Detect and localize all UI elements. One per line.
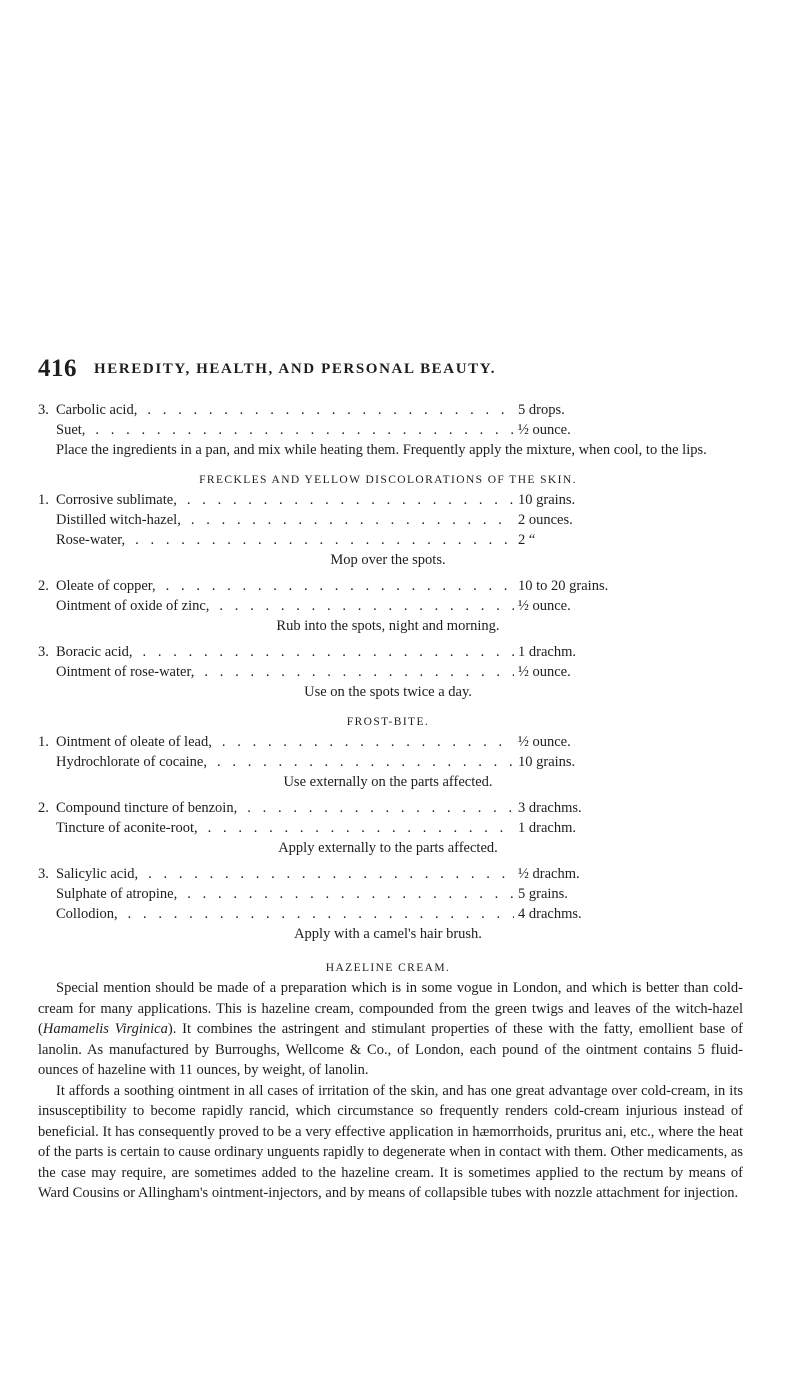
amount: ½ ounce. bbox=[518, 664, 571, 680]
recipe-directions: Place the ingredients in a pan, and mix while heating them. Frequently apply the mixture, when cool, to the lips. bbox=[56, 442, 707, 458]
section-title-hazeline: HAZELINE CREAM. bbox=[325, 962, 451, 974]
recipe-line bbox=[38, 420, 668, 440]
recipe-note: Rub into the spots, night and morning. bbox=[276, 618, 500, 634]
amount: 3 drachms. bbox=[518, 800, 582, 816]
botanical-name: Hamamelis Virginica bbox=[42, 1021, 168, 1037]
leader-dots bbox=[177, 884, 514, 904]
leader-dots bbox=[207, 752, 514, 772]
amount: 5 drops. bbox=[518, 402, 565, 418]
amount: ½ ounce. bbox=[518, 734, 571, 750]
ingredient: Suet, bbox=[56, 422, 86, 438]
ingredient: Salicylic acid, bbox=[56, 866, 139, 882]
ingredient: Ointment of oleate of lead, bbox=[56, 734, 212, 750]
amount: 1 drachm. bbox=[518, 644, 576, 660]
amount: 10 grains. bbox=[518, 754, 576, 770]
amount: 10 to 20 grains. bbox=[518, 578, 609, 594]
recipe-note: Apply externally to the parts affected. bbox=[278, 840, 498, 856]
leader-dots bbox=[85, 420, 514, 440]
page-header bbox=[38, 355, 768, 387]
ingredient: Carbolic acid, bbox=[56, 402, 138, 418]
recipe-line bbox=[38, 596, 668, 616]
recipe-freckles-1 bbox=[38, 490, 768, 570]
ingredient: Ointment of rose-water, bbox=[56, 664, 195, 680]
recipe-frostbite-2 bbox=[38, 798, 768, 858]
recipe-line bbox=[38, 530, 668, 550]
recipe-number: 2. bbox=[38, 800, 49, 816]
ingredient: Rose-water, bbox=[56, 532, 126, 548]
ingredient: Corrosive sublimate, bbox=[56, 492, 177, 508]
recipe-number: 2. bbox=[38, 578, 49, 594]
leader-dots bbox=[138, 864, 514, 884]
amount: 2 ounces. bbox=[518, 512, 573, 528]
section-title-frost-bite: FROST-BITE. bbox=[346, 716, 430, 728]
ingredient: Ointment of oxide of zinc, bbox=[56, 598, 210, 614]
leader-dots bbox=[125, 530, 514, 550]
ingredient: Hydrochlorate of cocaine, bbox=[56, 754, 207, 770]
paragraph-text: ). It combines the astringent and stimulant properties of these with the fatty, emollient base of lanolin. As manufactured by Burroughs, Wellcome & Co., of London, each pound of the ointment contains 5 fluid-ounces of hazeline with 11 ounces, by weight, of lanolin. bbox=[38, 1021, 743, 1078]
recipe-line bbox=[38, 818, 668, 838]
amount: ½ ounce. bbox=[518, 598, 571, 614]
recipe-line bbox=[38, 400, 668, 420]
ingredient: Tincture of aconite-root, bbox=[56, 820, 198, 836]
recipe-frostbite-1 bbox=[38, 732, 768, 792]
recipe-freckles-3 bbox=[38, 642, 768, 702]
recipe-line bbox=[38, 576, 668, 596]
ingredient: Distilled witch-hazel, bbox=[56, 512, 181, 528]
spacer bbox=[38, 460, 768, 466]
section-title-freckles: FRECKLES AND YELLOW DISCOLORATIONS OF THE SKIN. bbox=[199, 474, 577, 486]
ingredient: Boracic acid, bbox=[56, 644, 133, 660]
recipe-number: 1. bbox=[38, 734, 49, 750]
recipe-frostbite-3 bbox=[38, 864, 768, 944]
paragraph-text: Special mention should be made of a preparation which is in some vogue in London, and which is better than cold-cream for many applications. This is hazeline cream, compounded from the green twigs and leaves of the witch-hazel ( bbox=[38, 980, 743, 1037]
ingredient: Compound tincture of benzoin, bbox=[56, 800, 238, 816]
running-head: HEREDITY, HEALTH, AND PERSONAL BEAUTY. bbox=[94, 361, 497, 377]
recipe-note: Use on the spots twice a day. bbox=[304, 684, 472, 700]
amount: 2 “ bbox=[518, 532, 536, 548]
recipe-number: 3. bbox=[38, 866, 49, 882]
ingredient: Collodion, bbox=[56, 906, 118, 922]
recipe-line bbox=[38, 642, 668, 662]
recipe-freckles-2 bbox=[38, 576, 768, 636]
recipe-number: 1. bbox=[38, 492, 49, 508]
page-content bbox=[38, 400, 768, 1204]
page-number: 416 bbox=[38, 355, 77, 382]
recipe-number: 3. bbox=[38, 402, 49, 418]
amount: 1 drachm. bbox=[518, 820, 576, 836]
ingredient: Oleate of copper, bbox=[56, 578, 156, 594]
paragraph: It affords a soothing ointment in all cases of irritation of the skin, and has one great advantage over cold-cream, in its insusceptibility to become rapidly rancid, which circumstance so frequently renders cold-cream injurious instead of beneficial. It has consequently proved to be a very effective application in hæmorrhoids, pruritus ani, etc., where the heat of the parts is certain to cause ordinary unguents rapidly to degenerate when in contact with them. Other medicaments, as the case may require, are sometimes added to the hazeline cream. It is sometimes applied to the rectum by means of Ward Cousins or Allingham's ointment-injectors, and by means of collapsible tubes with nozzle attachment for injection. bbox=[38, 1082, 743, 1201]
spacer bbox=[38, 702, 768, 708]
amount: 5 grains. bbox=[518, 886, 568, 902]
recipe-line bbox=[38, 490, 668, 510]
leader-dots bbox=[118, 904, 514, 924]
amount: ½ drachm. bbox=[518, 866, 580, 882]
leader-dots bbox=[181, 510, 514, 530]
spacer bbox=[38, 944, 768, 954]
amount: 10 grains. bbox=[518, 492, 576, 508]
paragraph bbox=[38, 978, 743, 1081]
leader-dots bbox=[237, 798, 514, 818]
recipe-note: Apply with a camel's hair brush. bbox=[294, 926, 482, 942]
leader-dots bbox=[194, 662, 514, 682]
recipe-line bbox=[38, 752, 668, 772]
recipe-line bbox=[38, 510, 668, 530]
leader-dots bbox=[198, 818, 514, 838]
recipe-line bbox=[38, 884, 668, 904]
recipe-note: Mop over the spots. bbox=[330, 552, 446, 568]
recipe-line bbox=[38, 904, 668, 924]
recipe-line bbox=[38, 798, 668, 818]
recipe-number: 3. bbox=[38, 644, 49, 660]
leader-dots bbox=[212, 732, 514, 752]
amount: ½ ounce. bbox=[518, 422, 571, 438]
ingredient: Sulphate of atropine, bbox=[56, 886, 178, 902]
leader-dots bbox=[177, 490, 514, 510]
amount: 4 drachms. bbox=[518, 906, 582, 922]
leader-dots bbox=[209, 596, 514, 616]
recipe-line bbox=[38, 732, 668, 752]
recipe-line bbox=[38, 864, 668, 884]
leader-dots bbox=[137, 400, 514, 420]
recipe-lips-3 bbox=[38, 400, 768, 440]
leader-dots bbox=[133, 642, 515, 662]
recipe-note: Use externally on the parts affected. bbox=[283, 774, 493, 790]
recipe-line bbox=[38, 662, 668, 682]
leader-dots bbox=[156, 576, 514, 596]
